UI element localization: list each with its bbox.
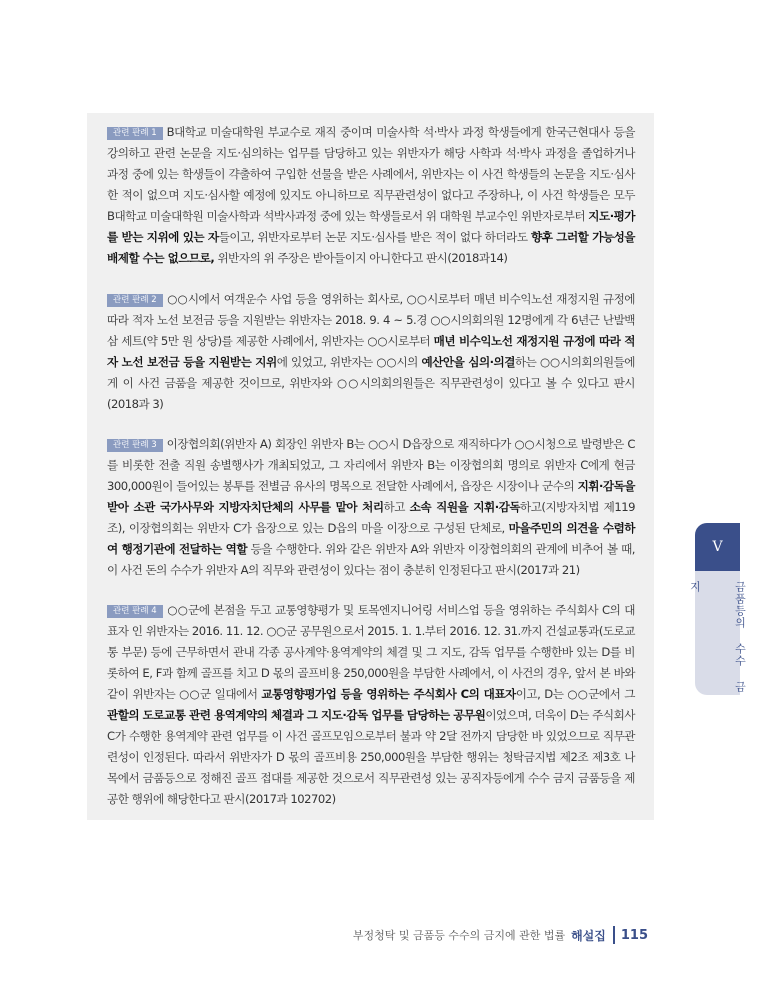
chapter-label: 금품등의 수수 금지 — [688, 581, 747, 693]
case-3 — [107, 434, 635, 581]
case-text: 이고, D는 ○○군에서 그 — [515, 687, 635, 701]
case-text: ○○군에 본점을 두고 교통영향평가 및 토목엔지니어링 서비스업 등을 영위하는 주식회사 C의 대표자 인 위반자는 2016. 11. 12. ○○군 공무원으로서 2015. 1. 1.부터 2016. 12. 31.까지 건설교통과(도로교통 부문) 등에 근무하면서 관내 각종 공사계약·용역계약의 체결 및 그 지도, 감독 업무를 수행한바 있는 D를 비롯하여 E, F과 함께 골프를 치고 D 몫의 골프비용 250,000원을 부담한 사례에서, 이 사건의 경우, 앞서 본 바와 같이 위반자는 ○○군 일대에서 — [107, 603, 635, 701]
footer-title: 부정청탁 및 금품등 수수의 금지에 관한 법률 — [352, 929, 566, 942]
case-text-emphasis: 예산안을 심의·의결 — [421, 355, 515, 369]
case-badge: 관련 판례 2 — [107, 294, 163, 307]
chapter-number: V — [695, 523, 740, 571]
case-badge: 관련 판례 1 — [107, 127, 163, 140]
case-badge: 관련 판례 3 — [107, 439, 163, 452]
case-text: 이었으며, 더욱이 D는 주식회사 C가 수행한 용역계약 관련 업무를 이 사건 골프모임으로부터 불과 약 2달 전까지 담당한 바 있었으므로 직무관련성이 인정된다. 따라서 위반자가 D 몫의 골프비용 250,000원을 부담한 행위는 청탁금지법 제2조 제3호 나목에서 금품등으로 정해진 골프 접대를 제공한 것으로서 직무관련성 있는 공직자등에게 수수 금지 금품등을 제공한 행위에 해당한다고 판시(2017과 102702) — [107, 708, 635, 806]
case-2 — [107, 289, 635, 415]
case-badge: 관련 판례 4 — [107, 605, 163, 618]
case-text: ○○시에서 여객운수 사업 등을 영위하는 회사로, ○○시로부터 매년 비수익노선 재정지원 규정에 따라 적자 노선 보전금 등을 지원받는 위반자는 2018. 9. 4 ~ 5.경 ○○시의회의원 12명에게 각 6년근 난발백삼 세트(약 5만 원 상당)를 제공한 사례에서, 위반자는 ○○시로부터 — [107, 292, 635, 348]
case-text-emphasis: 지도·평가를 받는 지위에 있는 자 — [107, 209, 635, 244]
case-text-emphasis: 지휘·감독을 받아 소관 국가사무와 지방자치단체의 사무를 맡아 처리 — [107, 479, 635, 514]
footer-brand: 해설집 — [571, 928, 606, 943]
footer-divider — [613, 926, 615, 944]
case-1 — [107, 122, 635, 269]
case-text-emphasis: 관할의 도로교통 관련 용역계약의 체결과 그 지도·감독 업무를 담당하는 공무원 — [107, 708, 486, 722]
case-text: 에 있었고, 위반자는 ○○시의 — [276, 355, 422, 369]
case-text: 등을 수행한다. 위와 같은 위반자 A와 위반자 이장협의회의 관계에 비추어 볼 때, 이 사건 돈의 수수가 위반자 A의 직무와 관련성이 있다는 점이 충분히 인정된다고 판시(2017과 21) — [107, 542, 635, 577]
case-text-emphasis: 교통영향평가업 등을 영위하는 주식회사 C의 대표자 — [261, 687, 516, 701]
case-text: 위반자의 위 주장은 받아들이지 아니한다고 판시(2018과14) — [214, 251, 508, 265]
case-text: 하고 — [383, 500, 410, 514]
case-text: 이장협의회(위반자 A) 회장인 위반자 B는 ○○시 D읍장으로 재직하다가 ○○시청으로 발령받은 C를 비롯한 전출 직원 송별행사가 개최되었고, 그 자리에서 위반자 B는 이장협의회 명의로 위반자 C에게 현금 300,000원이 들어있는 봉투를 전별금 유사의 명목으로 전달한 사례에서, 읍장은 시장이나 군수의 — [107, 437, 635, 493]
case-4 — [107, 600, 635, 810]
case-text: 들이고, 위반자로부터 논문 지도·심사를 받은 적이 없다 하더라도 — [218, 230, 532, 244]
case-text: 하고(지방자치법 제119조), 이장협의회는 위반자 C가 읍장으로 있는 D읍의 마을 이장으로 구성된 단체로, — [107, 500, 636, 535]
case-text-emphasis: 마을주민의 의견을 수렴하여 행정기관에 전달하는 역할 — [107, 521, 635, 556]
page-number: 115 — [620, 927, 648, 943]
chapter-side-tab[interactable] — [688, 523, 747, 695]
case-text: B대학교 미술대학원 부교수로 재직 중이며 미술사학 석·박사 과정 학생들에게 한국근현대사 등을 강의하고 관련 논문을 지도·심의하는 업무를 담당하고 있는 위반자가 해당 사학과 석·박사 과정을 졸업하거나 과정 중에 있는 학생들이 갹출하여 구입한 선물을 받은 사례에서, 위반자는 이 사건 학생들의 논문을 지도·심사한 적이 없으며 지도·심사할 예정에 있지도 아니하므로 직무관련성이 없다고 주장하나, 이 사건 학생들은 모두 B대학교 미술대학원 미술사학과 석박사과정 중에 있는 학생들로서 위 대학원 부교수인 위반자로부터 — [107, 125, 635, 223]
case-text-emphasis: 향후 그러할 가능성을 배제할 수는 없으므로, — [107, 230, 635, 265]
case-text-emphasis: 소속 직원을 지휘·감독 — [409, 500, 521, 514]
case-text: 하는 ○○시의회의원들에게 이 사건 금품을 제공한 것이므로, 위반자와 ○○시의회의원들은 직무관련성이 있다고 볼 수 있다고 판시(2018과 3) — [107, 355, 636, 411]
case-text-emphasis: 매년 비수익노선 재정지원 규정에 따라 적자 노선 보전금 등을 지원받는 지위 — [107, 334, 635, 369]
page-footer — [353, 925, 648, 945]
